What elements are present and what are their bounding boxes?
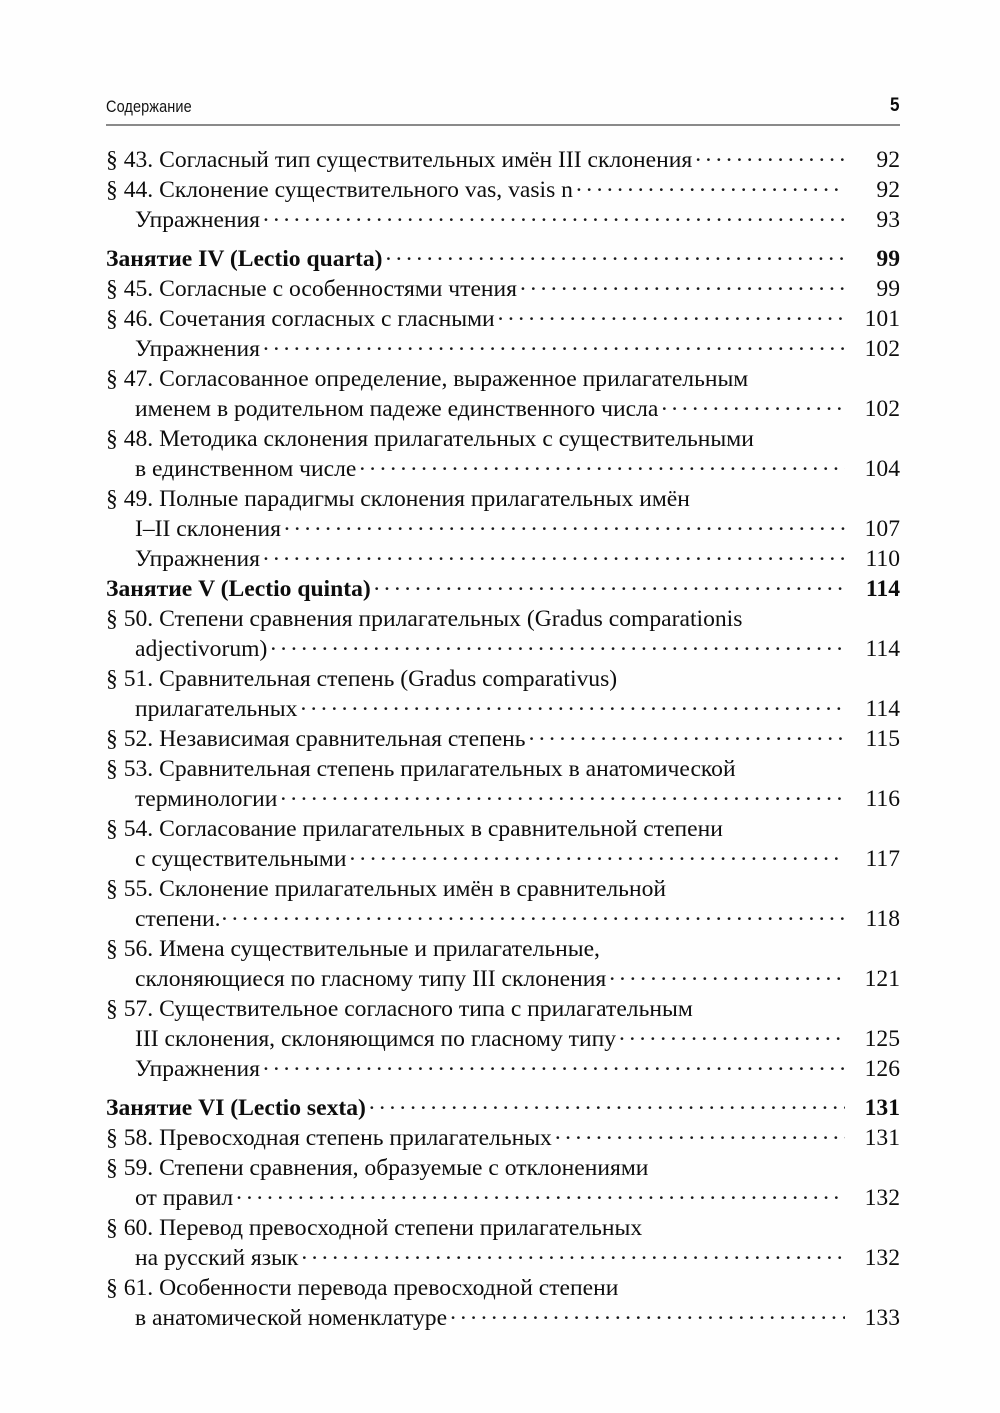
toc-leader-dots [236, 1181, 845, 1205]
toc-leader-dots [555, 1121, 845, 1145]
toc-entry-row[interactable] [106, 272, 900, 302]
running-head [106, 96, 900, 115]
toc-entry-label: § 49. Полные парадигмы склонения прилагательных имён [106, 485, 690, 512]
toc-entry-row[interactable] [106, 482, 900, 512]
toc-leader-dots [726, 812, 845, 836]
toc-entry-label: § 61. Особенности перевода превосходной степени [106, 1274, 619, 1301]
toc-entry-row[interactable] [106, 812, 900, 842]
toc-entry-page-number: 116 [865, 785, 900, 812]
toc-leader-dots [349, 842, 845, 866]
toc-leader-dots [498, 302, 845, 326]
toc-entry-row[interactable] [106, 512, 900, 542]
toc-entry-page-number: 132 [864, 1244, 900, 1271]
toc-entry-label: § 48. Методика склонения прилагательных с существительными [106, 425, 754, 452]
toc-entry-page-number: 93 [876, 206, 900, 233]
toc-entry-page-number: 133 [864, 1304, 900, 1331]
toc-leader-dots [529, 722, 845, 746]
toc-entry-label: § 56. Имена существительные и прилагательные, [106, 935, 600, 962]
toc-entry-label: на русский язык [135, 1244, 299, 1271]
toc-lesson-row[interactable] [106, 242, 900, 272]
toc-leader-dots [263, 542, 845, 566]
toc-leader-dots [263, 203, 845, 227]
toc-entry-label: Упражнения [135, 545, 261, 572]
toc-entry-row[interactable] [106, 902, 900, 932]
toc-leader-dots [751, 362, 845, 386]
toc-entry-label: Занятие IV (Lectio quarta) [106, 245, 383, 272]
toc-entry-label: § 55. Склонение прилагательных имён в сравнительной [106, 875, 666, 902]
toc-entry-label: adjectivorum) [135, 635, 268, 662]
toc-entry-page-number: 101 [864, 305, 900, 332]
toc-leader-dots [263, 332, 845, 356]
toc-entry-page-number: 99 [876, 245, 900, 272]
toc-entry-row[interactable] [106, 332, 900, 362]
toc-leader-dots [374, 572, 845, 596]
toc-entry-row[interactable] [106, 1181, 900, 1211]
toc-leader-dots [739, 752, 845, 776]
toc-entry-row[interactable] [106, 1211, 900, 1241]
toc-lesson-row[interactable] [106, 572, 900, 602]
toc-leader-dots [450, 1301, 845, 1325]
running-head-rule [106, 124, 900, 126]
toc-leader-dots [263, 1052, 845, 1076]
toc-entry-label: терминологии [135, 785, 278, 812]
toc-entry-label: § 50. Степени сравнения прилагательных (Gradus comparationis [106, 605, 743, 632]
toc-entry-label: Упражнения [135, 1055, 261, 1082]
toc-entry-label: Упражнения [135, 335, 261, 362]
table-of-contents [106, 143, 900, 1331]
toc-entry-label: именем в родительном падеже единственного числа [135, 395, 659, 422]
toc-leader-dots [696, 992, 845, 1016]
toc-entry-row[interactable] [106, 1241, 900, 1271]
toc-entry-row[interactable] [106, 1271, 900, 1301]
toc-lesson-row[interactable] [106, 1091, 900, 1121]
toc-entry-row[interactable] [106, 1151, 900, 1181]
toc-entry-row[interactable] [106, 782, 900, 812]
toc-leader-dots [620, 662, 845, 686]
toc-leader-dots [222, 902, 845, 926]
toc-entry-row[interactable] [106, 362, 900, 392]
toc-leader-dots [520, 272, 845, 296]
toc-entry-page-number: 92 [876, 176, 900, 203]
toc-entry-label: § 60. Перевод превосходной степени прилагательных [106, 1214, 643, 1241]
toc-leader-dots [693, 482, 845, 506]
toc-entry-label: степени. [135, 905, 221, 932]
toc-entry-page-number: 117 [865, 845, 900, 872]
toc-leader-dots [645, 1211, 845, 1235]
toc-entry-row[interactable] [106, 1022, 900, 1052]
toc-entry-row[interactable] [106, 662, 900, 692]
toc-leader-dots [757, 422, 845, 446]
toc-entry-label: III склонения, склоняющимся по гласному типу [135, 1025, 617, 1052]
toc-entry-page-number: 132 [864, 1184, 900, 1211]
toc-entry-label: § 54. Согласование прилагательных в сравнительной степени [106, 815, 723, 842]
toc-entry-label: § 51. Сравнительная степень (Gradus comparativus) [106, 665, 618, 692]
toc-entry-page-number: 114 [865, 575, 900, 602]
toc-entry-page-number: 115 [865, 725, 900, 752]
toc-entry-page-number: 131 [864, 1124, 900, 1151]
toc-entry-label: склоняющиеся по гласному типу III склонения [135, 965, 607, 992]
toc-entry-label: § 52. Независимая сравнительная степень [106, 725, 526, 752]
toc-entry-row[interactable] [106, 752, 900, 782]
toc-leader-dots [619, 1022, 845, 1046]
toc-entry-label: § 44. Склонение существительного vas, vasis n [106, 176, 573, 203]
page-number: 5 [890, 95, 900, 116]
toc-entry-row[interactable] [106, 932, 900, 962]
toc-entry-row[interactable] [106, 452, 900, 482]
toc-entry-label: Упражнения [135, 206, 261, 233]
toc-leader-dots [369, 1091, 845, 1115]
toc-leader-dots [576, 173, 845, 197]
toc-leader-dots [695, 143, 845, 167]
toc-entry-page-number: 102 [864, 395, 900, 422]
toc-entry-page-number: 104 [864, 455, 900, 482]
toc-entry-row[interactable] [106, 872, 900, 902]
toc-entry-page-number: 99 [876, 275, 900, 302]
toc-entry-label: Занятие V (Lectio quinta) [106, 575, 371, 602]
toc-entry-row[interactable] [106, 842, 900, 872]
toc-entry-page-number: 125 [864, 1025, 900, 1052]
toc-leader-dots [745, 602, 845, 626]
toc-entry-row[interactable] [106, 632, 900, 662]
toc-entry-page-number: 131 [864, 1094, 900, 1121]
toc-entry-label: I–II склонения [135, 515, 281, 542]
toc-entry-label: § 59. Степени сравнения, образуемые с отклонениями [106, 1154, 649, 1181]
toc-entry-row[interactable] [106, 1301, 900, 1331]
toc-entry-label: в единственном числе [135, 455, 357, 482]
toc-entry-label: § 53. Сравнительная степень прилагательных в анатомической [106, 755, 736, 782]
toc-entry-row[interactable] [106, 1121, 900, 1151]
toc-entry-label: в анатомической номенклатуре [135, 1304, 448, 1331]
toc-entry-label: § 46. Сочетания согласных с гласными [106, 305, 495, 332]
toc-leader-dots [301, 1241, 845, 1265]
toc-entry-label: § 43. Согласный тип существительных имён III склонения [106, 146, 693, 173]
toc-leader-dots [651, 1151, 845, 1175]
toc-entry-row[interactable] [106, 143, 900, 173]
toc-entry-label: прилагательных [135, 695, 298, 722]
toc-entry-label: § 45. Согласные с особенностями чтения [106, 275, 518, 302]
toc-entry-page-number: 92 [876, 146, 900, 173]
toc-entry-label: § 57. Существительное согласного типа с прилагательным [106, 995, 693, 1022]
toc-entry-label: с существительными [135, 845, 347, 872]
toc-entry-page-number: 107 [864, 515, 900, 542]
toc-entry-page-number: 126 [864, 1055, 900, 1082]
toc-entry-page-number: 121 [864, 965, 900, 992]
toc-leader-dots [270, 632, 845, 656]
toc-leader-dots [661, 392, 845, 416]
toc-leader-dots [284, 512, 845, 536]
toc-entry-row[interactable] [106, 1052, 900, 1082]
toc-leader-dots [359, 452, 845, 476]
toc-leader-dots [669, 872, 845, 896]
toc-entry-row[interactable] [106, 602, 900, 632]
toc-entry-row[interactable] [106, 203, 900, 233]
toc-leader-dots [300, 692, 845, 716]
toc-entry-row[interactable] [106, 392, 900, 422]
toc-leader-dots [386, 242, 845, 266]
toc-leader-dots [609, 962, 845, 986]
toc-entry-label: от правил [135, 1184, 234, 1211]
toc-entry-label: Занятие VI (Lectio sexta) [106, 1094, 366, 1121]
toc-entry-row[interactable] [106, 692, 900, 722]
toc-entry-row[interactable] [106, 542, 900, 572]
toc-entry-page-number: 118 [865, 905, 900, 932]
toc-entry-row[interactable] [106, 173, 900, 203]
toc-entry-page-number: 102 [864, 335, 900, 362]
toc-entry-row[interactable] [106, 992, 900, 1022]
toc-leader-dots [603, 932, 845, 956]
toc-entry-label: § 58. Превосходная степень прилагательных [106, 1124, 552, 1151]
toc-leader-dots [280, 782, 845, 806]
toc-leader-dots [621, 1271, 845, 1295]
toc-entry-row[interactable] [106, 722, 900, 752]
toc-entry-label: § 47. Согласованное определение, выраженное прилагательным [106, 365, 749, 392]
toc-entry-page-number: 114 [865, 695, 900, 722]
toc-entry-page-number: 114 [865, 635, 900, 662]
toc-entry-row[interactable] [106, 422, 900, 452]
toc-entry-row[interactable] [106, 302, 900, 332]
running-head-title: Содержание [106, 97, 192, 116]
toc-entry-row[interactable] [106, 962, 900, 992]
toc-entry-page-number: 110 [865, 545, 900, 572]
